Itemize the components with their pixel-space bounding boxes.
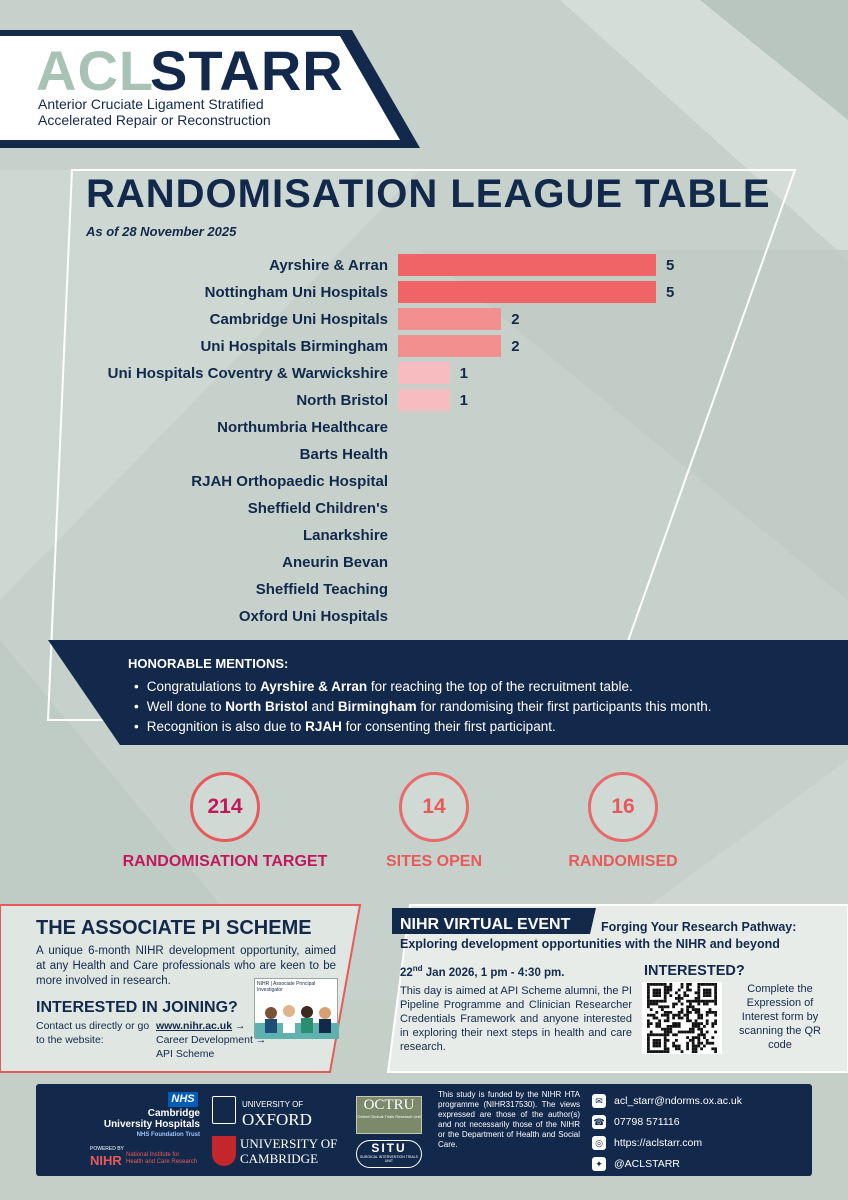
- stat-randomised-circle: 16: [588, 772, 658, 842]
- logo-subtitle-line2: Accelerated Repair or Reconstruction: [38, 112, 271, 128]
- stat-target-label: RANDOMISATION TARGET: [122, 853, 328, 870]
- contact-social[interactable]: @ACLSTARR: [614, 1158, 680, 1170]
- stat-randomised-label: RANDOMISED: [568, 853, 678, 870]
- page-title: RANDOMISATION LEAGUE TABLE: [86, 172, 771, 216]
- honorable-item: • Congratulations to Ayrshire & Arran for reaching the top of the recruitment table.: [134, 677, 711, 697]
- api-photo-label: NIHR | Associate Principal Investigator: [257, 981, 316, 993]
- stat-sites-label: SITES OPEN: [385, 853, 483, 870]
- league-bar-value: 5: [666, 257, 675, 274]
- honorable-mentions-list: [134, 677, 711, 737]
- contact-email[interactable]: acl_starr@ndorms.ox.ac.uk: [614, 1095, 742, 1107]
- cuh-logo-text: Cambridge University Hospitals NHS Foundation Trust: [103, 1108, 200, 1138]
- nhs-logo: NHS: [168, 1092, 198, 1107]
- league-row-label: Northumbria Healthcare: [217, 419, 388, 436]
- event-interested-title: INTERESTED?: [644, 963, 745, 979]
- api-description: A unique 6-month NIHR development opportunity, aimed at any Health and Care professionals who are keen to be more involved in research.: [36, 945, 336, 987]
- league-row-label: Uni Hospitals Birmingham: [200, 338, 388, 355]
- oxford-logo: OXFORD: [242, 1110, 312, 1129]
- social-icon: ✦: [592, 1157, 606, 1171]
- funding-statement: This study is funded by the NIHR HTA programme (NIHR317530). The views expressed are those of the author(s) and not necessarily those of the NIHR or the Department of Health and Social Care.: [438, 1090, 580, 1149]
- league-row-label: Cambridge Uni Hospitals: [209, 311, 388, 328]
- api-title: THE ASSOCIATE PI SCHEME: [36, 917, 312, 939]
- cambridge-crest-icon: [212, 1136, 236, 1166]
- nihr-logo: NIHR: [90, 1153, 122, 1168]
- league-row-label: RJAH Orthopaedic Hospital: [191, 473, 388, 490]
- league-row-label: Aneurin Bevan: [282, 554, 388, 571]
- logo-subtitle: [38, 96, 271, 128]
- octru-logo: OCTRU Oxford Clinical Trials Research Unit: [356, 1096, 422, 1134]
- as-of-date: As of 28 November 2025: [86, 224, 237, 239]
- api-interested-title: INTERESTED IN JOINING?: [36, 999, 238, 1016]
- league-bar: [398, 335, 501, 357]
- api-path-career: Career Development: [156, 1034, 253, 1046]
- nihr-website-link[interactable]: www.nihr.ac.uk: [156, 1020, 233, 1032]
- league-bar-value: 5: [666, 284, 675, 301]
- league-bar-value: 1: [459, 365, 468, 382]
- event-subtitle: Forging Your Research Pathway:: [601, 920, 797, 934]
- logo-subtitle-line1: Anterior Cruciate Ligament Stratified: [38, 96, 264, 112]
- phone-icon: ☎: [592, 1115, 606, 1129]
- honorable-item: • Well done to North Bristol and Birmingham for randomising their first participants this month.: [134, 697, 711, 717]
- api-contact-text: Contact us directly or go to the website:: [36, 1020, 150, 1046]
- nihr-powered-label: POWERED BY: [90, 1146, 124, 1152]
- globe-icon: ◎: [592, 1136, 606, 1150]
- honorable-mentions-title: HONORABLE MENTIONS:: [128, 656, 289, 671]
- honorable-item: • Recognition is also due to RJAH for consenting their first participant.: [134, 717, 711, 737]
- situ-logo: SITU SURGICAL INTERVENTION TRIALS UNIT: [356, 1140, 422, 1168]
- nihr-logo-text: National Institute for Health and Care Research: [126, 1152, 198, 1165]
- league-row-label: Sheffield Teaching: [255, 581, 388, 598]
- league-bar: [398, 281, 656, 303]
- league-bar-value: 2: [511, 311, 520, 328]
- email-icon: ✉: [592, 1094, 606, 1108]
- event-title: NIHR VIRTUAL EVENT: [400, 916, 571, 933]
- contact-phone[interactable]: 07798 571116: [614, 1116, 680, 1128]
- league-row-label: Sheffield Children's: [247, 500, 388, 517]
- contact-website[interactable]: https://aclstarr.com: [614, 1137, 703, 1149]
- contact-block: [592, 1094, 742, 1171]
- api-link-block: www.nihr.ac.uk → Career Development → API Scheme: [156, 1019, 276, 1061]
- cambridge-logo: UNIVERSITY OF CAMBRIDGE: [240, 1136, 338, 1166]
- stat-target-circle: 214: [190, 772, 260, 842]
- stat-sites-circle: 14: [399, 772, 469, 842]
- league-bar: [398, 389, 450, 411]
- api-path-scheme: API Scheme: [156, 1048, 215, 1060]
- event-description: This day is aimed at API Scheme alumni, the PI Pipeline Programme and Clinician Researcher Credentials Framework and anyone interested in exploring their next steps in health and care research.: [400, 985, 632, 1053]
- logo-starr: STARR: [150, 39, 344, 102]
- league-row-label: North Bristol: [296, 392, 388, 409]
- league-bar-value: 2: [511, 338, 520, 355]
- league-bar: [398, 308, 501, 330]
- logo-acl: ACL: [36, 39, 155, 102]
- league-bar: [398, 254, 656, 276]
- league-row-label: Nottingham Uni Hospitals: [204, 284, 388, 301]
- event-cta-text: Complete the Expression of Interest form by scanning the QR code: [739, 983, 821, 1051]
- league-row-label: Lanarkshire: [302, 527, 388, 544]
- event-date: 22nd Jan 2026, 1 pm - 4:30 pm.: [400, 964, 565, 979]
- league-row-label: Ayrshire & Arran: [269, 257, 388, 274]
- league-row-label: Oxford Uni Hospitals: [238, 608, 388, 625]
- league-row-label: Uni Hospitals Coventry & Warwickshire: [107, 365, 388, 382]
- league-row-label: Barts Health: [299, 446, 388, 463]
- qr-code-icon[interactable]: [642, 982, 722, 1054]
- oxford-small-label: UNIVERSITY OF: [242, 1100, 304, 1109]
- oxford-crest-icon: [212, 1096, 236, 1124]
- league-bar: [398, 362, 450, 384]
- league-bar-value: 1: [459, 392, 468, 409]
- event-tagline: Exploring development opportunities with the NIHR and beyond: [400, 937, 780, 951]
